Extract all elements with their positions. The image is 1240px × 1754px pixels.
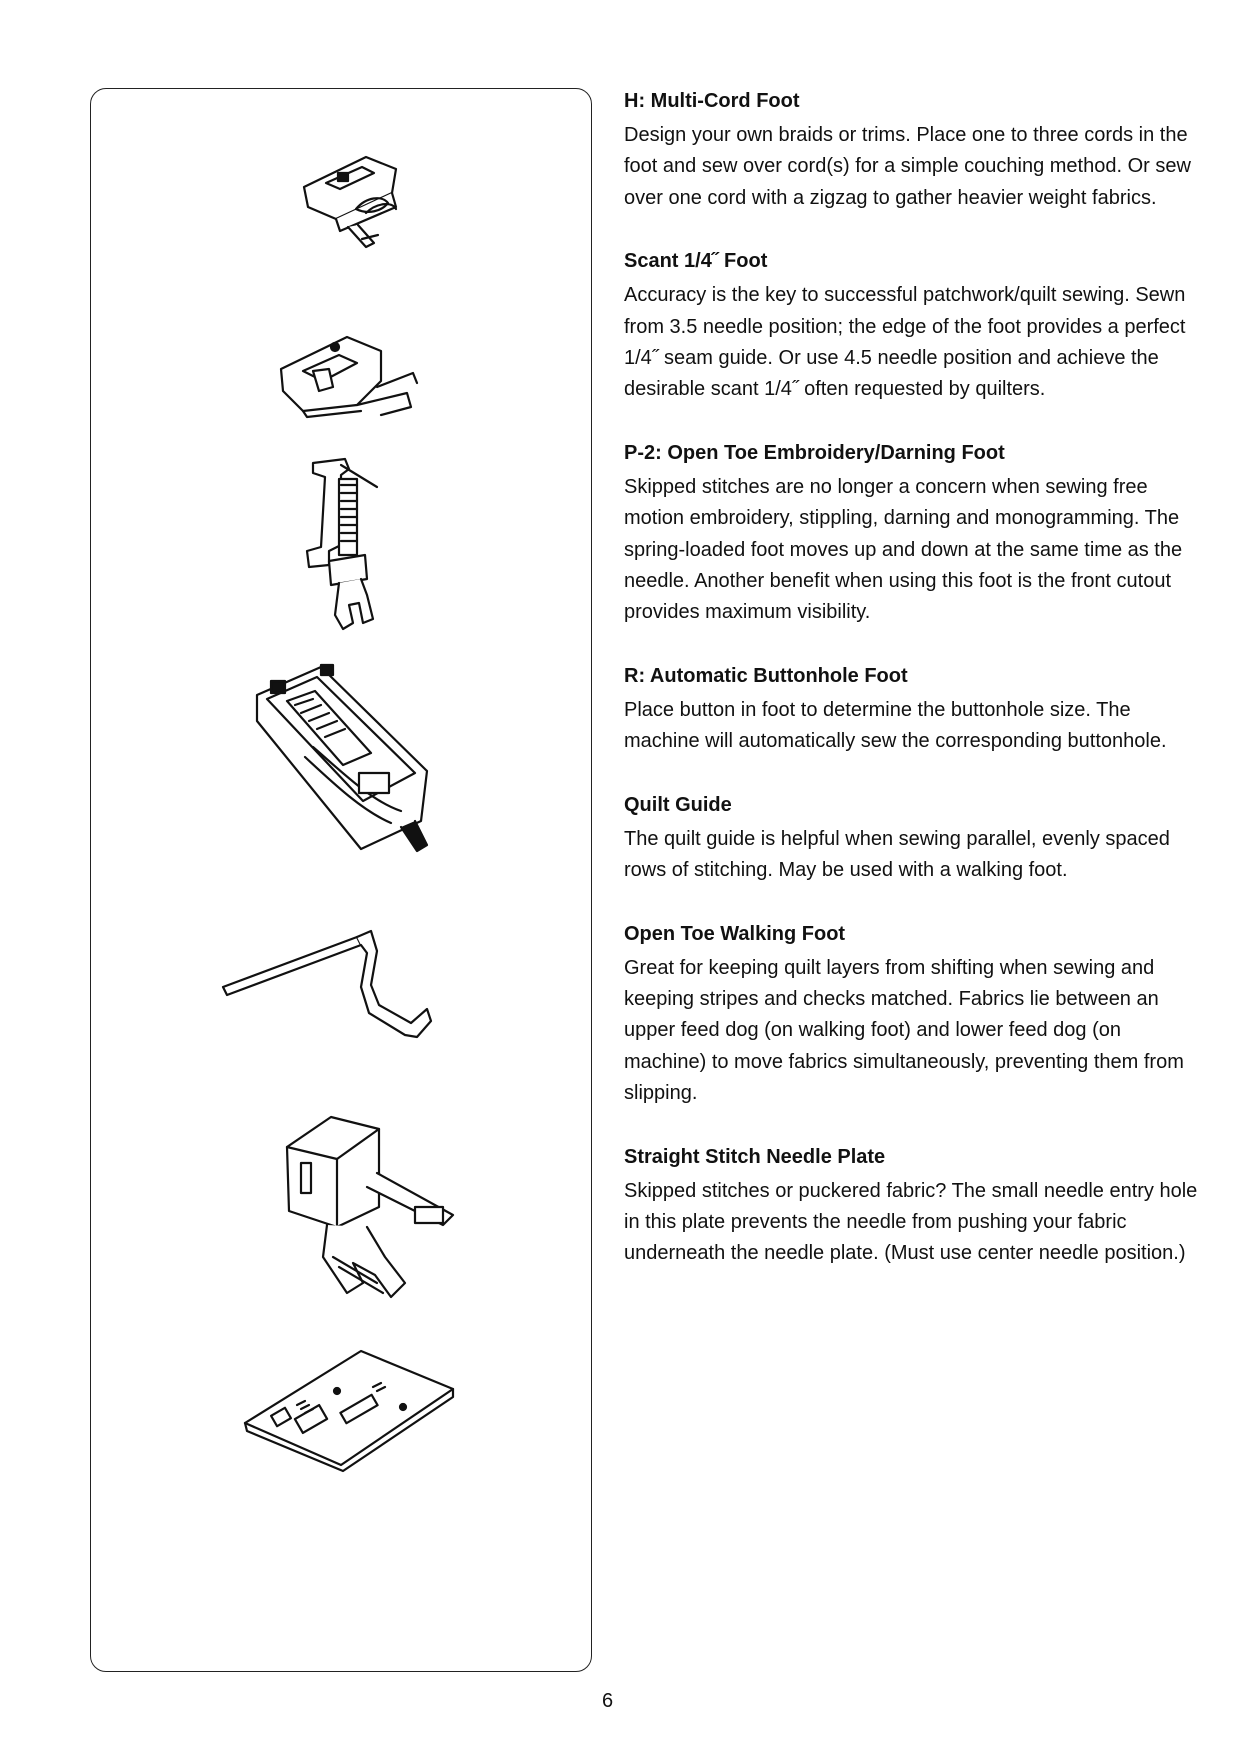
section-body: Skipped stitches are no longer a concern when sewing free motion embroidery, stippling, darning and monogramming. The spring-loaded foot moves up and down at the same time as the needle. Another benefit when using this foot is the front cutout provides maximum visibility. [624,475,1183,624]
open-toe-embroidery-foot-illustration [301,455,391,635]
quilt-guide-section [624,790,1204,887]
quilt-guide-illustration [221,925,461,1045]
multi-cord-foot-section [624,86,1204,214]
straight-stitch-needle-plate-section [624,1142,1204,1270]
section-body: Place button in foot to determine the buttonhole size. The machine will automatically sew the corresponding buttonhole. [624,698,1167,753]
section-heading: Quilt Guide [624,793,732,816]
automatic-buttonhole-foot-section [624,661,1204,758]
section-body: Accuracy is the key to successful patchwork/quilt sewing. Sewn from 3.5 needle position; the edge of the foot provides a perfect 1/4˝ seam guide. Or use 4.5 needle position and achieve the desirable scant 1/4˝ often requested by quilters. [624,284,1186,401]
section-body: Great for keeping quilt layers from shifting when sewing and keeping stripes and checks matched. Fabrics lie between an upper feed dog (on walking foot) and lower feed dog (on machine) to move fabrics simultaneously, preventing them from slipping. [624,956,1184,1105]
section-heading: P-2: Open Toe Embroidery/Darning Foot [624,441,1005,464]
section-body: Design your own braids or trims. Place one to three cords in the foot and sew over cord(s) for a simple couching method. Or sew over one cord with a zigzag to gather heavier weight fabrics. [624,124,1191,209]
scant-quarter-inch-foot-illustration [277,329,427,429]
page-number: 6 [601,1690,614,1712]
open-toe-walking-foot-section [624,919,1204,1110]
section-heading: Open Toe Walking Foot [624,922,846,945]
automatic-buttonhole-foot-illustration [251,661,451,861]
multi-cord-foot-illustration [296,147,436,257]
open-toe-embroidery-foot-section [624,438,1204,629]
descriptions-column [624,86,1204,1302]
scant-quarter-inch-foot-section [624,246,1204,406]
illustration-panel [90,88,592,1672]
section-heading: Scant 1/4˝ Foot [624,250,768,273]
section-heading: R: Automatic Buttonhole Foot [624,664,908,687]
open-toe-walking-foot-illustration [267,1107,477,1307]
section-heading: Straight Stitch Needle Plate [624,1145,886,1168]
straight-stitch-needle-plate-illustration [241,1347,461,1467]
section-heading: H: Multi-Cord Foot [624,90,800,112]
section-body: The quilt guide is helpful when sewing parallel, evenly spaced rows of stitching. May be used with a walking foot. [624,827,1170,882]
section-body: Skipped stitches or puckered fabric? The small needle entry hole in this plate prevents the needle from pushing your fabric underneath the needle plate. (Must use center needle position.) [624,1179,1198,1265]
